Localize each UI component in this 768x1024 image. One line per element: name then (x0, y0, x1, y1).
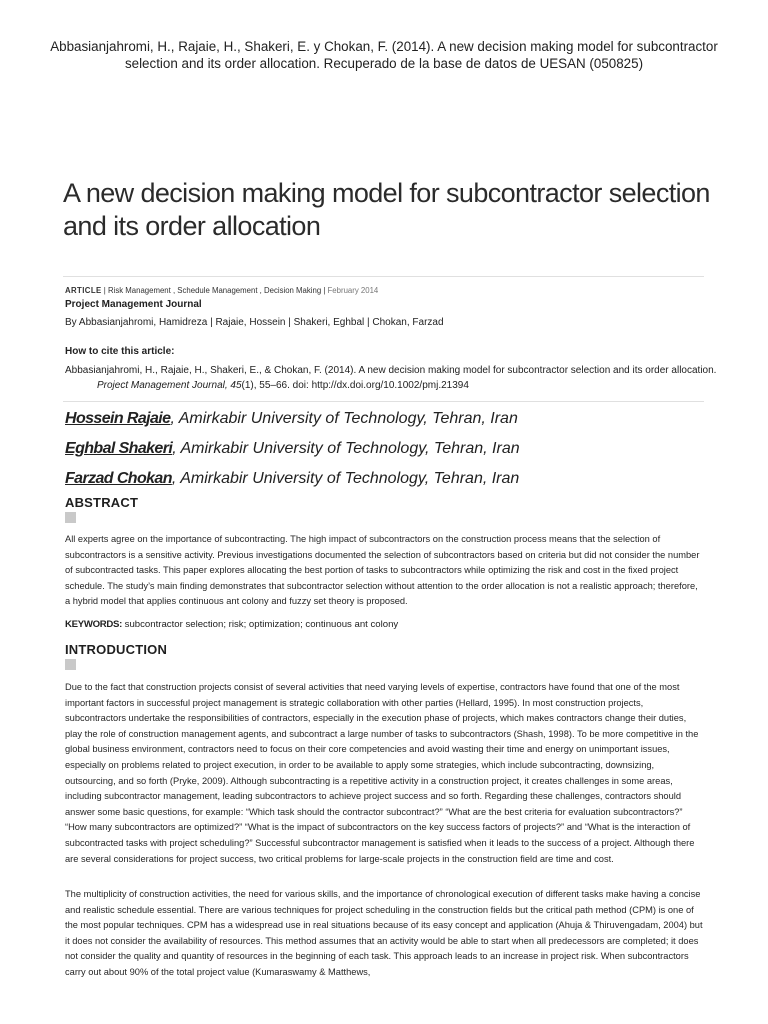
article-kind-label: ARTICLE (65, 286, 102, 295)
article-meta (65, 286, 378, 295)
article-topics[interactable]: | Risk Management , Schedule Management , Decision Making | (103, 286, 326, 295)
cite-reference (65, 363, 722, 393)
author-entry (65, 464, 520, 494)
article-title: A new decision making model for subcontractor selection and its order allocation (63, 178, 710, 241)
author-name[interactable]: Farzad Chokan (65, 470, 172, 487)
cite-reference-pages: (1), 55–66. doi: http://dx.doi.org/10.1002/pmj.21394 (241, 380, 469, 391)
byline: By Abbasianjahromi, Hamidreza | Rajaie, Hossein | Shakeri, Eghbal | Chokan, Farzad (65, 317, 444, 328)
author-list (65, 404, 520, 494)
keywords (65, 619, 398, 630)
source-citation-header: Abbasianjahromi, H., Rajaie, H., Shakeri, E. y Chokan, F. (2014). A new decision making model for subcontractor selection and its order allocation. Recuperado de la base de datos de UESAN (050825) (50, 39, 718, 71)
cite-reference-main: Abbasianjahromi, H., Rajaie, H., Shakeri, E., & Chokan, F. (2014). A new decision making model for subcontractor selection and its order allocation. (65, 365, 717, 376)
keywords-text: subcontractor selection; risk; optimization; continuous ant colony (122, 619, 399, 630)
keywords-label: KEYWORDS: (65, 619, 122, 630)
divider-top (63, 276, 704, 277)
author-affiliation: , Amirkabir University of Technology, Tehran, Iran (172, 440, 520, 457)
image-placeholder-icon (65, 512, 76, 523)
image-placeholder-icon (65, 659, 76, 670)
author-entry (65, 404, 520, 434)
cite-journal-volume: Project Management Journal, 45 (97, 380, 242, 391)
author-affiliation: , Amirkabir University of Technology, Tehran, Iran (170, 410, 518, 427)
abstract-heading: ABSTRACT (65, 495, 139, 510)
intro-paragraph-2: The multiplicity of construction activities, the need for various skills, and the importance of chronological execution of different tasks make having a concise and realistic schedule essential. There are various techniques for project scheduling in the construction fields but the critical path method (CPM) is one of the most popular techniques. CPM has a widespread use in real situations because of its easy concept and application (Ahuja & Thiruvengadam, 2004) but it does not consider the availability of resources. This method assumes that an activity would be able to start when all predecessors are completed; it does not consider the quality and quantity of resources in the beginning of each task. This approach leads to an increase in project risk. When subcontractors carry out about 90% of the total project value (Kumaraswamy & Matthews, (65, 889, 703, 977)
author-affiliation: , Amirkabir University of Technology, Tehran, Iran (171, 470, 520, 487)
introduction-heading: INTRODUCTION (65, 642, 168, 657)
divider-citation (63, 401, 704, 402)
abstract-text: All experts agree on the importance of subcontracting. The high impact of subcontractors on the construction process means that the selection of subcontractors is a sensitive activity. Previous investigations documented the selection of subcontractors based on criteria but did not consider the number of subcontracted tasks. This paper explores allocating the best portion of tasks to subcontractors while optimizing the risk and cost in the fixed project schedule. The study’s main finding demonstrates that subcontractor selection without attention to the order allocation is not a realistic approach; therefore, a hybrid model that applies continuous ant colony and fuzzy set theory is proposed. (65, 534, 700, 607)
cite-heading: How to cite this article: (65, 346, 175, 357)
article-date: February 2014 (327, 286, 379, 295)
author-entry (65, 434, 520, 464)
author-name[interactable]: Eghbal Shakeri (65, 440, 173, 457)
journal-name: Project Management Journal (65, 299, 202, 310)
intro-paragraph-1: Due to the fact that construction projects consist of several activities that need varying levels of expertise, contractors have found that one of the most important factors in successful project management is strategic collaboration with other parties (Hellard, 1995). In most construction projects, subcontractors undertake the responsibilities of contractors, especially in the execution phase of projects, which makes contractors change their duties, play the role of construction management agents, and subcontract a large number of tasks to subcontractors (Shash, 1998). To be more competitive in the global business environment, contractors need to focus on their core competencies and avoid wasting their time and energy on unimportant issues, especially on problems related to project execution, in order to be available to apply some strategies, which include subcontracting, downsizing, outsourcing, and so forth (Pryke, 2009). Although subcontracting is a repetitive activity in a construction project, it creates challenges in some areas, including subcontractor management, leading subcontractors to achieve project success and so forth. Regarding these challenges, contractors should answer some basic questions, for example: “Which task should the contractor subcontract?” “What are the best criteria for evaluation subcontractors?” “How many subcontractors are optimized?” “What is the impact of subcontractors on the key success factors of projects?” and “What is the interaction of subcontracted tasks with project scheduling?” Successful subcontractor management is satisfied when it leads to the success of a project. Although there are several considerations for project success, two critical problems for large-scale projects in the construction field are time and cost. (65, 682, 699, 864)
author-name[interactable]: Hossein Rajaie (65, 410, 171, 427)
